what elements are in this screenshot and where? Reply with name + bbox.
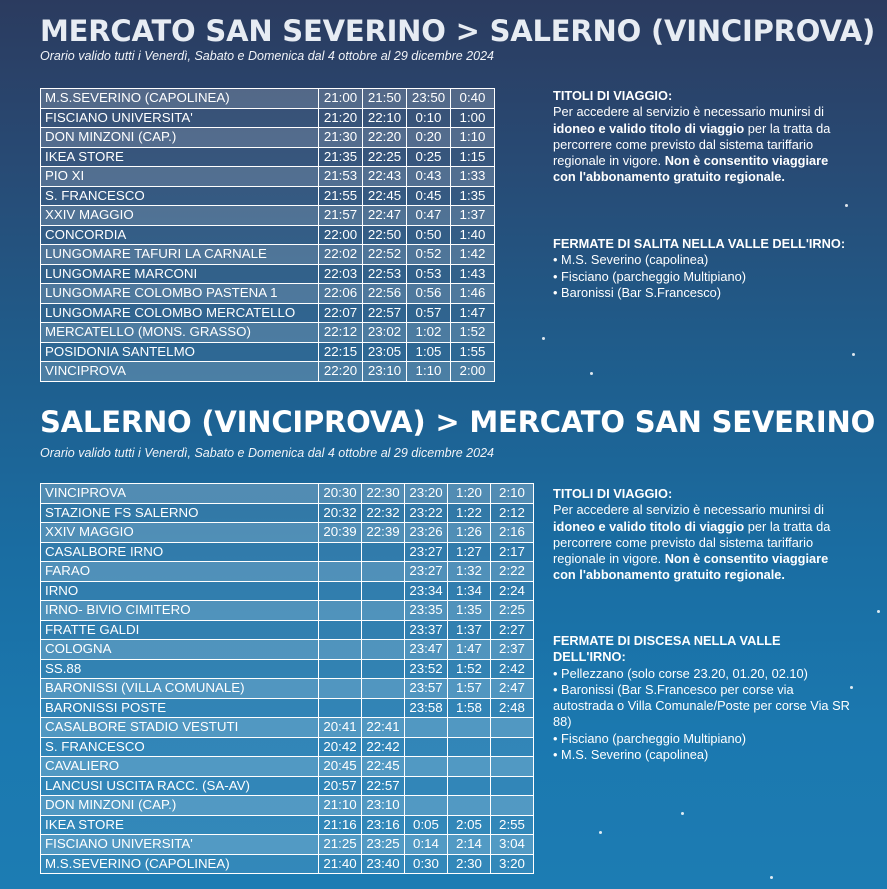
departure-time-cell: 22:10 [363, 108, 407, 128]
departure-time-cell [405, 796, 448, 816]
departure-time-cell: 22:20 [363, 128, 407, 148]
stop-name-cell: STAZIONE FS SALERNO [41, 503, 319, 523]
stop-name-cell: LUNGOMARE COLOMBO MERCATELLO [41, 303, 319, 323]
departure-time-cell [362, 601, 405, 621]
star-decoration [852, 353, 855, 356]
tickets-heading: TITOLI DI VIAGGIO: [553, 88, 673, 103]
departure-time-cell: 22:57 [363, 303, 407, 323]
departure-time-cell: 21:55 [319, 186, 363, 206]
departure-time-cell: 22:47 [363, 206, 407, 226]
departure-time-cell: 22:00 [319, 225, 363, 245]
departure-time-cell [362, 640, 405, 660]
departure-time-cell: 23:22 [405, 503, 448, 523]
departure-time-cell: 23:16 [362, 815, 405, 835]
table-row [41, 776, 534, 796]
departure-time-cell: 1:10 [407, 362, 451, 382]
boarding-stops-heading: FERMATE DI SALITA NELLA VALLE DELL'IRNO: [553, 236, 846, 251]
departure-time-cell: 0:43 [407, 167, 451, 187]
stop-name-cell: IKEA STORE [41, 147, 319, 167]
departure-time-cell: 22:02 [319, 245, 363, 265]
departure-time-cell: 2:16 [491, 523, 534, 543]
table-row [41, 542, 534, 562]
list-item: • M.S. Severino (capolinea) [553, 747, 853, 763]
departure-time-cell: 20:39 [319, 523, 362, 543]
departure-time-cell: 0:10 [407, 108, 451, 128]
departure-time-cell: 23:35 [405, 601, 448, 621]
departure-time-cell: 23:02 [363, 323, 407, 343]
dropoff-stops-list [553, 666, 853, 764]
departure-time-cell: 23:25 [362, 835, 405, 855]
departure-time-cell: 22:32 [362, 503, 405, 523]
departure-time-cell: 22:12 [319, 323, 363, 343]
departure-time-cell [319, 542, 362, 562]
departure-time-cell: 22:52 [363, 245, 407, 265]
departure-time-cell: 23:37 [405, 620, 448, 640]
departure-time-cell: 21:53 [319, 167, 363, 187]
tickets-text-part: Per accedere al servizio è necessario munirsi di [553, 502, 824, 518]
departure-time-cell: 22:57 [362, 776, 405, 796]
table-row [41, 147, 495, 167]
departure-time-cell [405, 776, 448, 796]
departure-time-cell: 1:57 [448, 679, 491, 699]
departure-time-cell: 21:16 [319, 815, 362, 835]
departure-time-cell: 2:05 [448, 815, 491, 835]
departure-time-cell: 2:55 [491, 815, 534, 835]
departure-time-cell: 23:10 [363, 362, 407, 382]
departure-time-cell: 23:47 [405, 640, 448, 660]
stop-name-cell: LANCUSI USCITA RACC. (SA-AV) [41, 776, 319, 796]
stop-name-cell: FISCIANO UNIVERSITA' [41, 108, 319, 128]
departure-time-cell [319, 679, 362, 699]
table-row [41, 484, 534, 504]
section1-stops-info [553, 236, 853, 301]
departure-time-cell: 0:57 [407, 303, 451, 323]
dropoff-stops-heading: FERMATE DI DISCESA NELLA VALLE DELL'IRNO: [553, 633, 781, 665]
section1-tickets-info [553, 88, 853, 186]
table-row [41, 757, 534, 777]
star-decoration [681, 812, 684, 815]
departure-time-cell: 22:45 [362, 757, 405, 777]
departure-time-cell: 22:30 [362, 484, 405, 504]
tickets-text-part: Per accedere al servizio è necessario munirsi di [553, 104, 824, 120]
departure-time-cell [362, 581, 405, 601]
departure-time-cell: 1:32 [448, 562, 491, 582]
departure-time-cell [319, 581, 362, 601]
departure-time-cell: 1:35 [451, 186, 495, 206]
departure-time-cell: 22:15 [319, 342, 363, 362]
departure-time-cell: 20:32 [319, 503, 362, 523]
table-row [41, 186, 495, 206]
departure-time-cell: 21:25 [319, 835, 362, 855]
section1-title: MERCATO SAN SEVERINO > SALERNO (VINCIPROVA) [40, 14, 876, 48]
departure-time-cell [362, 659, 405, 679]
star-decoration [845, 204, 848, 207]
departure-time-cell: 23:05 [363, 342, 407, 362]
table-row [41, 342, 495, 362]
stop-name-cell: CONCORDIA [41, 225, 319, 245]
departure-time-cell: 1:15 [451, 147, 495, 167]
departure-time-cell: 1:02 [407, 323, 451, 343]
departure-time-cell [491, 796, 534, 816]
table-row [41, 562, 534, 582]
departure-time-cell: 1:58 [448, 698, 491, 718]
table-row [41, 523, 534, 543]
departure-time-cell: 22:20 [319, 362, 363, 382]
departure-time-cell: 22:45 [363, 186, 407, 206]
departure-time-cell: 23:57 [405, 679, 448, 699]
departure-time-cell: 21:40 [319, 854, 362, 874]
departure-time-cell: 23:40 [362, 854, 405, 874]
stop-name-cell: FARAO [41, 562, 319, 582]
departure-time-cell: 0:30 [405, 854, 448, 874]
departure-time-cell: 23:50 [407, 89, 451, 109]
departure-time-cell: 1:37 [448, 620, 491, 640]
stop-name-cell: PIO XI [41, 167, 319, 187]
timetable-return [40, 483, 534, 874]
departure-time-cell: 20:30 [319, 484, 362, 504]
departure-time-cell: 0:14 [405, 835, 448, 855]
departure-time-cell: 0:50 [407, 225, 451, 245]
stop-name-cell: DON MINZONI (CAP.) [41, 796, 319, 816]
tickets-text-bold: idoneo e valido titolo di viaggio [553, 518, 745, 534]
departure-time-cell [319, 601, 362, 621]
stop-name-cell: DON MINZONI (CAP.) [41, 128, 319, 148]
departure-time-cell: 1:35 [448, 601, 491, 621]
departure-time-cell: 21:50 [363, 89, 407, 109]
departure-time-cell: 23:10 [362, 796, 405, 816]
departure-time-cell: 1:42 [451, 245, 495, 265]
table-row [41, 245, 495, 265]
departure-time-cell: 22:39 [362, 523, 405, 543]
departure-time-cell: 0:45 [407, 186, 451, 206]
departure-time-cell: 22:56 [363, 284, 407, 304]
departure-time-cell: 1:47 [448, 640, 491, 660]
departure-time-cell [405, 757, 448, 777]
departure-time-cell: 1:40 [451, 225, 495, 245]
departure-time-cell [319, 620, 362, 640]
departure-time-cell [448, 737, 491, 757]
departure-time-cell: 2:42 [491, 659, 534, 679]
section2-tickets-info [553, 486, 853, 584]
departure-time-cell: 0:25 [407, 147, 451, 167]
table-row [41, 206, 495, 226]
stop-name-cell: S. FRANCESCO [41, 737, 319, 757]
table-row [41, 581, 534, 601]
departure-time-cell: 21:30 [319, 128, 363, 148]
departure-time-cell: 2:27 [491, 620, 534, 640]
departure-time-cell: 22:41 [362, 718, 405, 738]
departure-time-cell [448, 718, 491, 738]
departure-time-cell [405, 718, 448, 738]
stop-name-cell: S. FRANCESCO [41, 186, 319, 206]
star-decoration [877, 610, 880, 613]
list-item: • Baronissi (Bar S.Francesco) [553, 285, 853, 301]
stop-name-cell: LUNGOMARE COLOMBO PASTENA 1 [41, 284, 319, 304]
departure-time-cell [362, 698, 405, 718]
table-row [41, 796, 534, 816]
departure-time-cell [362, 562, 405, 582]
departure-time-cell [491, 757, 534, 777]
departure-time-cell: 0:40 [451, 89, 495, 109]
departure-time-cell [319, 562, 362, 582]
departure-time-cell [362, 620, 405, 640]
departure-time-cell: 22:53 [363, 264, 407, 284]
table-row [41, 362, 495, 382]
departure-time-cell: 1:52 [448, 659, 491, 679]
tickets-heading: TITOLI DI VIAGGIO: [553, 486, 673, 501]
table-row [41, 718, 534, 738]
departure-time-cell: 1:46 [451, 284, 495, 304]
table-row [41, 815, 534, 835]
star-decoration [590, 372, 593, 375]
departure-time-cell [362, 542, 405, 562]
list-item: • M.S. Severino (capolinea) [553, 252, 853, 268]
stop-name-cell: CASALBORE STADIO VESTUTI [41, 718, 319, 738]
departure-time-cell: 1:00 [451, 108, 495, 128]
departure-time-cell: 2:24 [491, 581, 534, 601]
departure-time-cell: 0:20 [407, 128, 451, 148]
stop-name-cell: M.S.SEVERINO (CAPOLINEA) [41, 89, 319, 109]
departure-time-cell: 0:47 [407, 206, 451, 226]
departure-time-cell: 3:20 [491, 854, 534, 874]
departure-time-cell [405, 737, 448, 757]
table-row [41, 737, 534, 757]
departure-time-cell: 2:25 [491, 601, 534, 621]
departure-time-cell: 0:56 [407, 284, 451, 304]
stop-name-cell: XXIV MAGGIO [41, 206, 319, 226]
stop-name-cell: CAVALIERO [41, 757, 319, 777]
table-row [41, 264, 495, 284]
star-decoration [542, 337, 545, 340]
departure-time-cell: 20:57 [319, 776, 362, 796]
departure-time-cell [491, 718, 534, 738]
table-row [41, 167, 495, 187]
table-row [41, 89, 495, 109]
stop-name-cell: IKEA STORE [41, 815, 319, 835]
list-item: • Baronissi (Bar S.Francesco per corse via autostrada o Villa Comunale/Poste per corse Via SR 88) [553, 682, 853, 731]
departure-time-cell: 1:10 [451, 128, 495, 148]
boarding-stops-list [553, 252, 853, 301]
tickets-text [553, 502, 853, 583]
table-row [41, 601, 534, 621]
departure-time-cell: 2:10 [491, 484, 534, 504]
departure-time-cell: 20:42 [319, 737, 362, 757]
stop-name-cell: IRNO [41, 581, 319, 601]
stop-name-cell: LUNGOMARE MARCONI [41, 264, 319, 284]
table-row [41, 854, 534, 874]
tickets-text [553, 104, 853, 185]
departure-time-cell: 1:52 [451, 323, 495, 343]
table-row [41, 108, 495, 128]
departure-time-cell [448, 776, 491, 796]
table-row [41, 698, 534, 718]
table-row [41, 284, 495, 304]
departure-time-cell [319, 698, 362, 718]
tickets-text-part: per la tratta da percorrere come previsto dal sistema tariffario regionale in vigore. [553, 518, 831, 567]
stop-name-cell: VINCIPROVA [41, 484, 319, 504]
stop-name-cell: IRNO- BIVIO CIMITERO [41, 601, 319, 621]
table-row [41, 303, 495, 323]
table-row [41, 225, 495, 245]
table-row [41, 128, 495, 148]
departure-time-cell: 1:47 [451, 303, 495, 323]
departure-time-cell: 22:07 [319, 303, 363, 323]
departure-time-cell: 23:34 [405, 581, 448, 601]
departure-time-cell: 2:48 [491, 698, 534, 718]
departure-time-cell: 2:22 [491, 562, 534, 582]
stop-name-cell: VINCIPROVA [41, 362, 319, 382]
list-item: • Fisciano (parcheggio Multipiano) [553, 269, 853, 285]
list-item: • Fisciano (parcheggio Multipiano) [553, 731, 853, 747]
star-decoration [599, 831, 602, 834]
departure-time-cell: 1:37 [451, 206, 495, 226]
stop-name-cell: BARONISSI POSTE [41, 698, 319, 718]
departure-time-cell [448, 796, 491, 816]
stop-name-cell: SS.88 [41, 659, 319, 679]
departure-time-cell: 1:43 [451, 264, 495, 284]
departure-time-cell: 23:27 [405, 562, 448, 582]
table-row [41, 659, 534, 679]
departure-time-cell: 2:00 [451, 362, 495, 382]
departure-time-cell [319, 640, 362, 660]
departure-time-cell: 21:35 [319, 147, 363, 167]
stop-name-cell: XXIV MAGGIO [41, 523, 319, 543]
table-row [41, 835, 534, 855]
departure-time-cell: 20:45 [319, 757, 362, 777]
stop-name-cell: BARONISSI (VILLA COMUNALE) [41, 679, 319, 699]
departure-time-cell: 1:33 [451, 167, 495, 187]
departure-time-cell [319, 659, 362, 679]
departure-time-cell: 2:30 [448, 854, 491, 874]
stop-name-cell: FISCIANO UNIVERSITA' [41, 835, 319, 855]
departure-time-cell: 1:22 [448, 503, 491, 523]
stop-name-cell: POSIDONIA SANTELMO [41, 342, 319, 362]
stop-name-cell: CASALBORE IRNO [41, 542, 319, 562]
section2-title: SALERNO (VINCIPROVA) > MERCATO SAN SEVERINO [40, 405, 876, 439]
departure-time-cell [362, 679, 405, 699]
departure-time-cell: 0:53 [407, 264, 451, 284]
departure-time-cell: 23:52 [405, 659, 448, 679]
stop-name-cell: LUNGOMARE TAFURI LA CARNALE [41, 245, 319, 265]
tickets-text-bold: Non è consentito viaggiare con l'abbonamento gratuito regionale. [553, 551, 829, 583]
table-row [41, 679, 534, 699]
departure-time-cell: 21:10 [319, 796, 362, 816]
list-item: • Pellezzano (solo corse 23.20, 01.20, 02.10) [553, 666, 853, 682]
departure-time-cell: 23:26 [405, 523, 448, 543]
departure-time-cell [448, 757, 491, 777]
table-row [41, 503, 534, 523]
section1-subtitle: Orario valido tutti i Venerdì, Sabato e Domenica dal 4 ottobre al 29 dicembre 2024 [40, 49, 494, 63]
departure-time-cell: 23:20 [405, 484, 448, 504]
departure-time-cell: 2:47 [491, 679, 534, 699]
table-row [41, 640, 534, 660]
departure-time-cell: 23:58 [405, 698, 448, 718]
departure-time-cell: 1:34 [448, 581, 491, 601]
departure-time-cell: 22:42 [362, 737, 405, 757]
departure-time-cell [491, 776, 534, 796]
table-row [41, 620, 534, 640]
stop-name-cell: MERCATELLO (MONS. GRASSO) [41, 323, 319, 343]
tickets-text-bold: idoneo e valido titolo di viaggio [553, 120, 745, 136]
departure-time-cell: 23:27 [405, 542, 448, 562]
departure-time-cell: 3:04 [491, 835, 534, 855]
departure-time-cell: 1:20 [448, 484, 491, 504]
table-row [41, 323, 495, 343]
departure-time-cell: 2:17 [491, 542, 534, 562]
stop-name-cell: M.S.SEVERINO (CAPOLINEA) [41, 854, 319, 874]
star-decoration [770, 876, 773, 879]
departure-time-cell: 20:41 [319, 718, 362, 738]
departure-time-cell: 22:25 [363, 147, 407, 167]
departure-time-cell: 22:43 [363, 167, 407, 187]
departure-time-cell: 2:37 [491, 640, 534, 660]
departure-time-cell: 0:05 [405, 815, 448, 835]
departure-time-cell: 1:27 [448, 542, 491, 562]
departure-time-cell: 22:50 [363, 225, 407, 245]
timetable-outbound [40, 88, 495, 382]
stop-name-cell: FRATTE GALDI [41, 620, 319, 640]
departure-time-cell: 22:03 [319, 264, 363, 284]
departure-time-cell: 1:55 [451, 342, 495, 362]
tickets-text-bold: Non è consentito viaggiare con l'abbonamento gratuito regionale. [553, 153, 829, 185]
departure-time-cell: 21:57 [319, 206, 363, 226]
departure-time-cell: 2:14 [448, 835, 491, 855]
departure-time-cell: 0:52 [407, 245, 451, 265]
departure-time-cell: 1:26 [448, 523, 491, 543]
departure-time-cell: 21:20 [319, 108, 363, 128]
departure-time-cell: 22:06 [319, 284, 363, 304]
departure-time-cell: 1:05 [407, 342, 451, 362]
departure-time-cell [491, 737, 534, 757]
departure-time-cell: 2:12 [491, 503, 534, 523]
section2-stops-info [553, 633, 853, 763]
departure-time-cell: 21:00 [319, 89, 363, 109]
tickets-text-part: per la tratta da percorrere come previsto dal sistema tariffario regionale in vigore. [553, 120, 831, 169]
section2-subtitle: Orario valido tutti i Venerdì, Sabato e Domenica dal 4 ottobre al 29 dicembre 2024 [40, 446, 494, 460]
stop-name-cell: COLOGNA [41, 640, 319, 660]
